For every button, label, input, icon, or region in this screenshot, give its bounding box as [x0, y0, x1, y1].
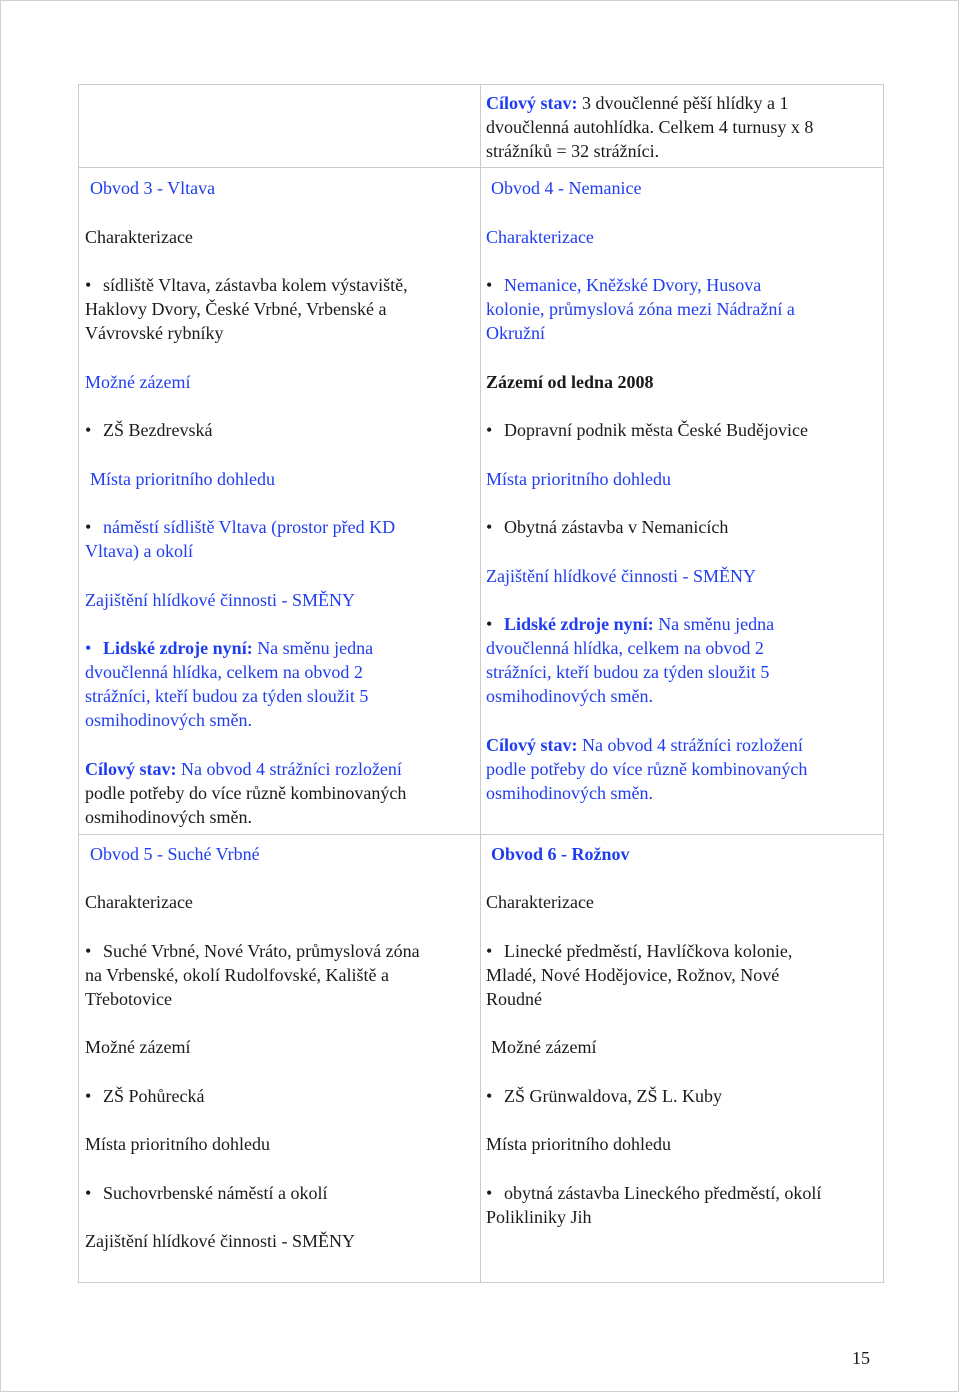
characterization-text: Vávrovské rybníky — [85, 323, 224, 343]
shifts-heading: Zajištění hlídkové činnosti - SMĚNY — [85, 1231, 355, 1251]
target-state-label: Cílový stav: — [486, 93, 578, 113]
staff-now-text: osmihodinových směn. — [486, 686, 653, 706]
column-divider — [480, 85, 481, 1282]
bullet — [85, 636, 93, 660]
staff-now: Lidské zdroje nyní: Na směnu jedna — [103, 638, 374, 658]
bullet — [486, 515, 494, 539]
row-divider — [79, 834, 883, 835]
characterization-text: Mladé, Nové Hodějovice, Rožnov, Nové — [486, 965, 780, 985]
target-state: Cílový stav: Na obvod 4 strážníci rozložení — [85, 759, 402, 779]
zazemi-item: ZŠ Grünwaldova, ZŠ L. Kuby — [504, 1086, 722, 1106]
priority-item: Obytná zástavba v Nemanicích — [504, 517, 729, 537]
staff-now-text: dvoučlenná hlídka, celkem na obvod 2 — [85, 662, 363, 682]
priority-item: Vltava) a okolí — [85, 541, 193, 561]
priority-item: náměstí sídliště Vltava (prostor před KD — [103, 517, 396, 537]
priority-heading: Místa prioritního dohledu — [85, 1134, 270, 1154]
characterization-text: Třebotovice — [85, 989, 172, 1009]
staff-now: Lidské zdroje nyní: Na směnu jedna — [504, 614, 775, 634]
characterization-text: Roudné — [486, 989, 542, 1009]
bullet — [486, 1181, 494, 1205]
staff-now-text: strážníci, kteří budou za týden sloužit 5 — [486, 662, 770, 682]
target-state-label: Cílový stav: — [486, 735, 578, 755]
characterization-text: na Vrbenské, okolí Rudolfovské, Kaliště a — [85, 965, 390, 985]
bullet — [486, 939, 494, 963]
staff-now-text: osmihodinových směn. — [85, 710, 252, 730]
bullet — [486, 612, 494, 636]
bullet — [85, 418, 93, 442]
shifts-heading: Zajištění hlídkové činnosti - SMĚNY — [486, 566, 756, 586]
characterization-text: Nemanice, Kněžské Dvory, Husova — [504, 275, 762, 295]
district-title: Obvod 4 - Nemanice — [491, 178, 642, 198]
target-state-line: Cílový stav: 3 dvoučlenné pěší hlídky a 1 — [486, 93, 789, 113]
zazemi-heading: Možné zázemí — [85, 1037, 191, 1057]
bullet — [85, 939, 93, 963]
target-state-text: osmihodinových směn. — [486, 783, 653, 803]
target-state-label: Cílový stav: — [85, 759, 177, 779]
bullet — [85, 1181, 93, 1205]
priority-item: Suchovrbenské náměstí a okolí — [103, 1183, 328, 1203]
zazemi-heading: Možné zázemí — [85, 372, 191, 392]
bullet — [85, 273, 93, 297]
target-state-line: dvoučlenná autohlídka. Celkem 4 turnusy x 8 — [486, 117, 814, 137]
bullet — [486, 1084, 494, 1108]
characterization-heading: Charakterizace — [85, 227, 193, 247]
characterization-text: Haklovy Dvory, České Vrbné, Vrbenské a — [85, 299, 387, 319]
zazemi-heading: Možné zázemí — [491, 1037, 597, 1057]
page-number: 15 — [852, 1348, 870, 1368]
target-state-text: podle potřeby do více různě kombinovaných — [85, 783, 407, 803]
target-state-text: osmihodinových směn. — [85, 807, 252, 827]
characterization-text: Linecké předměstí, Havlíčkova kolonie, — [504, 941, 793, 961]
zazemi-item: Dopravní podnik města České Budějovice — [504, 420, 808, 440]
priority-heading: Místa prioritního dohledu — [90, 469, 275, 489]
bullet — [486, 273, 494, 297]
district-title: Obvod 5 - Suché Vrbné — [90, 844, 260, 864]
bullet — [85, 515, 93, 539]
zazemi-heading: Zázemí od ledna 2008 — [486, 372, 654, 392]
district-title: Obvod 3 - Vltava — [90, 178, 216, 198]
target-state-text: podle potřeby do více různě kombinovaných — [486, 759, 808, 779]
characterization-text: sídliště Vltava, zástavba kolem výstaviště, — [103, 275, 408, 295]
staff-now-label: Lidské zdroje nyní: — [103, 638, 253, 658]
characterization-heading: Charakterizace — [486, 892, 594, 912]
zazemi-item: ZŠ Bezdrevská — [103, 420, 213, 440]
district-table — [78, 84, 884, 1283]
bullet — [486, 418, 494, 442]
characterization-text: kolonie, průmyslová zóna mezi Nádražní a — [486, 299, 795, 319]
row-divider — [79, 167, 883, 168]
priority-item: Polikliniky Jih — [486, 1207, 592, 1227]
characterization-heading: Charakterizace — [85, 892, 193, 912]
characterization-text: Okružní — [486, 323, 545, 343]
priority-heading: Místa prioritního dohledu — [486, 1134, 671, 1154]
target-state-line: strážníků = 32 strážníci. — [486, 141, 660, 161]
bullet — [85, 1084, 93, 1108]
zazemi-item: ZŠ Pohůrecká — [103, 1086, 205, 1106]
priority-item: obytná zástavba Lineckého předměstí, okolí — [504, 1183, 822, 1203]
staff-now-text: dvoučlenná hlídka, celkem na obvod 2 — [486, 638, 764, 658]
characterization-heading: Charakterizace — [486, 227, 594, 247]
target-state: Cílový stav: Na obvod 4 strážníci rozložení — [486, 735, 803, 755]
staff-now-text: strážníci, kteří budou za týden sloužit 5 — [85, 686, 369, 706]
staff-now-label: Lidské zdroje nyní: — [504, 614, 654, 634]
priority-heading: Místa prioritního dohledu — [486, 469, 671, 489]
shifts-heading: Zajištění hlídkové činnosti - SMĚNY — [85, 590, 355, 610]
district-title: Obvod 6 - Rožnov — [491, 844, 630, 864]
characterization-text: Suché Vrbné, Nové Vráto, průmyslová zóna — [103, 941, 420, 961]
